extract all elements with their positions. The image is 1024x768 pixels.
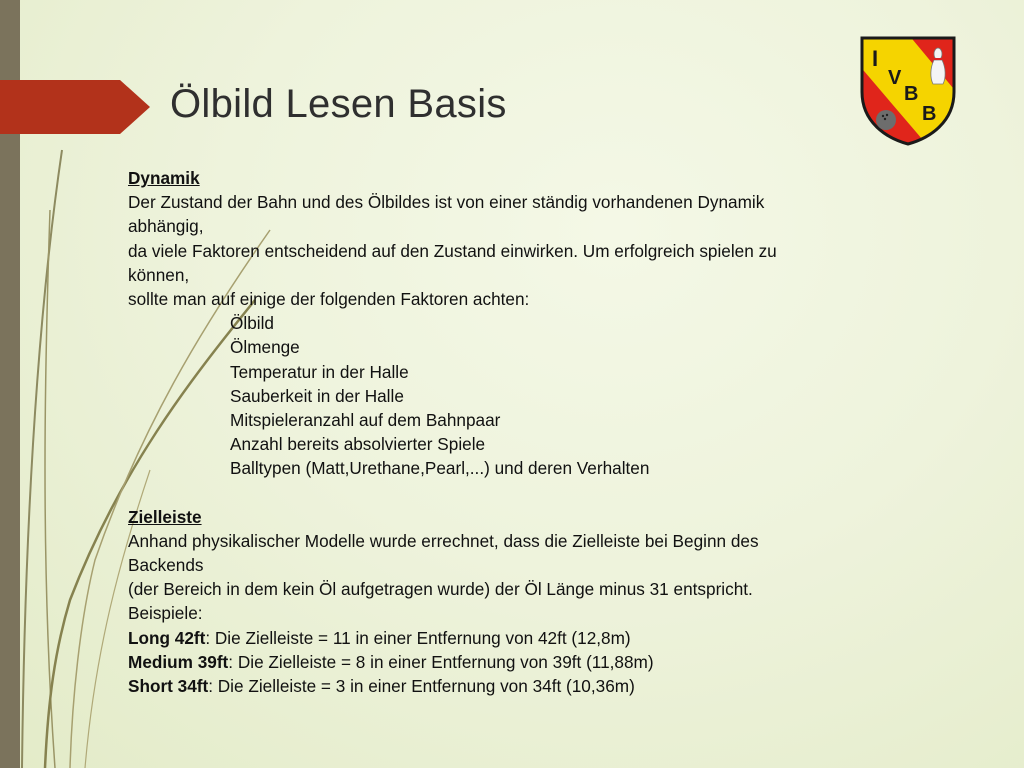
section-heading-dynamik: Dynamik bbox=[128, 168, 200, 188]
factor-item: Ölmenge bbox=[230, 337, 300, 358]
body-line: können, bbox=[128, 264, 190, 285]
example-line bbox=[128, 626, 958, 650]
factor-item: Anzahl bereits absolvierter Spiele bbox=[230, 434, 486, 455]
ivbb-shield-logo bbox=[858, 34, 958, 146]
body-line: Beispiele: bbox=[128, 603, 203, 624]
factor-item: Ölbild bbox=[230, 313, 274, 334]
example-label: Short 34ft bbox=[128, 676, 209, 697]
section-heading-zielleiste: Zielleiste bbox=[128, 506, 202, 527]
logo-letter-i: I bbox=[872, 46, 879, 71]
bowling-ball-icon bbox=[876, 110, 896, 130]
example-text: : Die Zielleiste = 8 in einer Entfernung von 39ft (11,88m) bbox=[228, 651, 654, 672]
body-line: sollte man auf einige der folgenden Faktoren achten: bbox=[128, 289, 530, 310]
section-spacer bbox=[128, 481, 958, 505]
body-line: abhängig, bbox=[128, 216, 204, 237]
body-line: Der Zustand der Bahn und des Ölbildes ist von einer ständig vorhandenen Dynamik bbox=[128, 192, 765, 213]
logo-letter-b2: B bbox=[922, 103, 937, 125]
factor-item: Balltypen (Matt,Urethane,Pearl,...) und deren Verhalten bbox=[230, 458, 650, 479]
body-line: (der Bereich in dem kein Öl aufgetragen wurde) der Öl Länge minus 31 entspricht. bbox=[128, 579, 753, 600]
body-line: da viele Faktoren entscheidend auf den Zustand einwirken. Um erfolgreich spielen zu bbox=[128, 240, 777, 261]
example-text: : Die Zielleiste = 3 in einer Entfernung von 34ft (10,36m) bbox=[208, 676, 635, 697]
body-line: Backends bbox=[128, 555, 204, 576]
title-accent-tab bbox=[0, 80, 150, 134]
factor-item: Temperatur in der Halle bbox=[230, 361, 409, 382]
slide-title: Ölbild Lesen Basis bbox=[170, 82, 507, 126]
example-label: Long 42ft bbox=[128, 627, 206, 648]
slide-body bbox=[128, 166, 958, 698]
example-text: : Die Zielleiste = 11 in einer Entfernung von 42ft (12,8m) bbox=[205, 627, 631, 648]
example-label: Medium 39ft bbox=[128, 651, 229, 672]
body-line: Anhand physikalischer Modelle wurde errechnet, dass die Zielleiste bei Beginn des bbox=[128, 530, 759, 551]
factor-item: Mitspieleranzahl auf dem Bahnpaar bbox=[230, 410, 501, 431]
example-line bbox=[128, 674, 958, 698]
logo-letter-v: V bbox=[888, 67, 902, 89]
logo-letter-b1: B bbox=[904, 83, 919, 105]
factor-item: Sauberkeit in der Halle bbox=[230, 385, 404, 406]
example-line bbox=[128, 650, 958, 674]
